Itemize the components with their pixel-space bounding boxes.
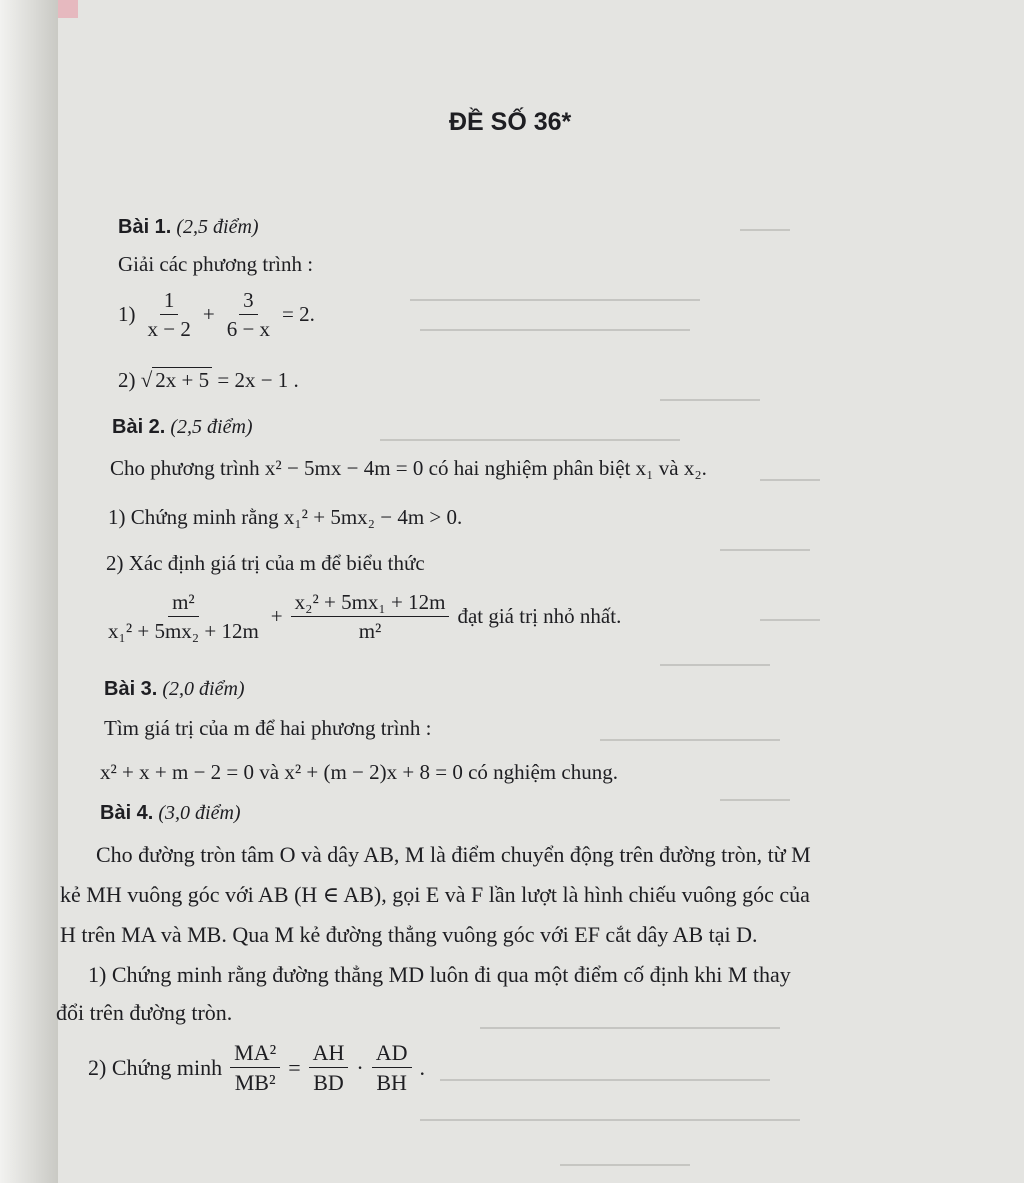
bai4-label: Bài 4. — [100, 802, 154, 824]
bai4-fraction-3 — [372, 1040, 412, 1096]
bai4-part-1a: 1) Chứng minh rằng đường thẳng MD luôn đi qua một điểm cố định khi M thay — [88, 962, 791, 987]
bai4-fraction-2-numerator: AH — [309, 1040, 349, 1068]
bai2-part-2: 2) Xác định giá trị của m để biểu thức — [106, 551, 425, 575]
bai1-fraction-2-denominator: 6 − x — [226, 317, 271, 342]
bai1-intro: Giải các phương trình : — [118, 252, 314, 276]
bai3-label: Bài 3. — [104, 678, 158, 700]
bai1-fraction-2 — [223, 288, 274, 341]
bai1-plus: + — [202, 302, 215, 327]
bai4-line-1: Cho đường tròn tâm O và dây AB, M là điểm chuyển động trên đường tròn, từ M — [96, 842, 811, 867]
bai1-fraction-1 — [144, 288, 195, 341]
bai3-points: (2,0 điểm) — [162, 678, 245, 700]
bai1-fraction-1-numerator: 1 — [160, 288, 179, 315]
bai1-p2-number: 2) — [118, 368, 136, 392]
bai3-heading — [104, 678, 245, 701]
bai2-intro: Cho phương trình x² − 5mx − 4m = 0 có hai nghiệm phân biệt x₁ và x₂. — [110, 456, 707, 480]
bai2-fraction-2 — [291, 590, 450, 643]
bai1-label: Bài 1. — [118, 216, 172, 238]
bai4-heading — [100, 802, 241, 825]
bai4-line-3: H trên MA và MB. Qua M kẻ đường thẳng vuông góc với EF cắt dây AB tại D. — [60, 922, 758, 947]
bai1-p1-number: 1) — [118, 302, 136, 327]
bai1-rhs-2: = 2x − 1 . — [217, 368, 299, 392]
bai2-label: Bài 2. — [112, 416, 166, 438]
bai3-equations: x² + x + m − 2 = 0 và x² + (m − 2)x + 8 = 0 có nghiệm chung. — [100, 760, 618, 784]
bai2-points: (2,5 điểm) — [170, 416, 253, 438]
bai4-fraction-1-numerator: MA² — [230, 1040, 280, 1068]
bai2-part-1: 1) Chứng minh rằng x₁² + 5mx₂ − 4m > 0. — [108, 505, 463, 529]
bai4-fraction-2 — [309, 1040, 349, 1096]
bai2-expression — [104, 590, 621, 643]
bai1-equation-2 — [118, 368, 299, 393]
bai1-heading — [118, 216, 259, 239]
bai2-fraction-2-numerator: x₂² + 5mx₁ + 12m — [291, 590, 450, 617]
bai4-end: . — [419, 1054, 426, 1080]
bai4-line-2: kẻ MH vuông góc với AB (H ∈ AB), gọi E và F lần lượt là hình chiếu vuông góc của — [60, 882, 810, 907]
book-spine — [0, 0, 58, 1183]
bai4-fraction-2-denominator: BD — [313, 1070, 344, 1096]
bai2-fraction-1-numerator: m² — [168, 590, 199, 617]
bai3-intro: Tìm giá trị của m để hai phương trình : — [104, 716, 432, 740]
bai4-part-1b: đổi trên đường tròn. — [56, 1000, 233, 1025]
bai2-tail: đạt giá trị nhỏ nhất. — [457, 604, 622, 629]
bai2-fraction-1-denominator: x₁² + 5mx₂ + 12m — [108, 619, 259, 644]
bai2-fraction-1 — [104, 590, 263, 643]
bai4-part-2-label: 2) Chứng minh — [88, 1054, 223, 1080]
bai1-points: (2,5 điểm) — [176, 216, 259, 238]
bai4-part-2 — [88, 1040, 425, 1096]
bai2-fraction-2-denominator: m² — [358, 619, 382, 644]
bai2-plus: + — [270, 604, 283, 629]
bai1-equation-1 — [118, 288, 315, 341]
sqrt-symbol: √ — [140, 368, 153, 392]
bai1-fraction-1-denominator: x − 2 — [147, 317, 191, 342]
bai4-fraction-3-denominator: BH — [376, 1070, 407, 1096]
bai4-fraction-1-denominator: MB² — [234, 1070, 276, 1096]
bai4-fraction-1 — [230, 1040, 280, 1096]
bai1-fraction-2-numerator: 3 — [239, 288, 258, 315]
bai1-radicand: 2x + 5 — [152, 367, 212, 392]
bai4-dot: · — [356, 1054, 364, 1080]
bai4-fraction-3-numerator: AD — [372, 1040, 412, 1068]
bai1-rhs-1: = 2. — [282, 302, 315, 327]
page-title: ĐỀ SỐ 36* — [449, 108, 572, 136]
bai4-equals: = — [288, 1054, 301, 1080]
bai2-heading — [112, 416, 253, 439]
bai4-points: (3,0 điểm) — [158, 802, 241, 824]
